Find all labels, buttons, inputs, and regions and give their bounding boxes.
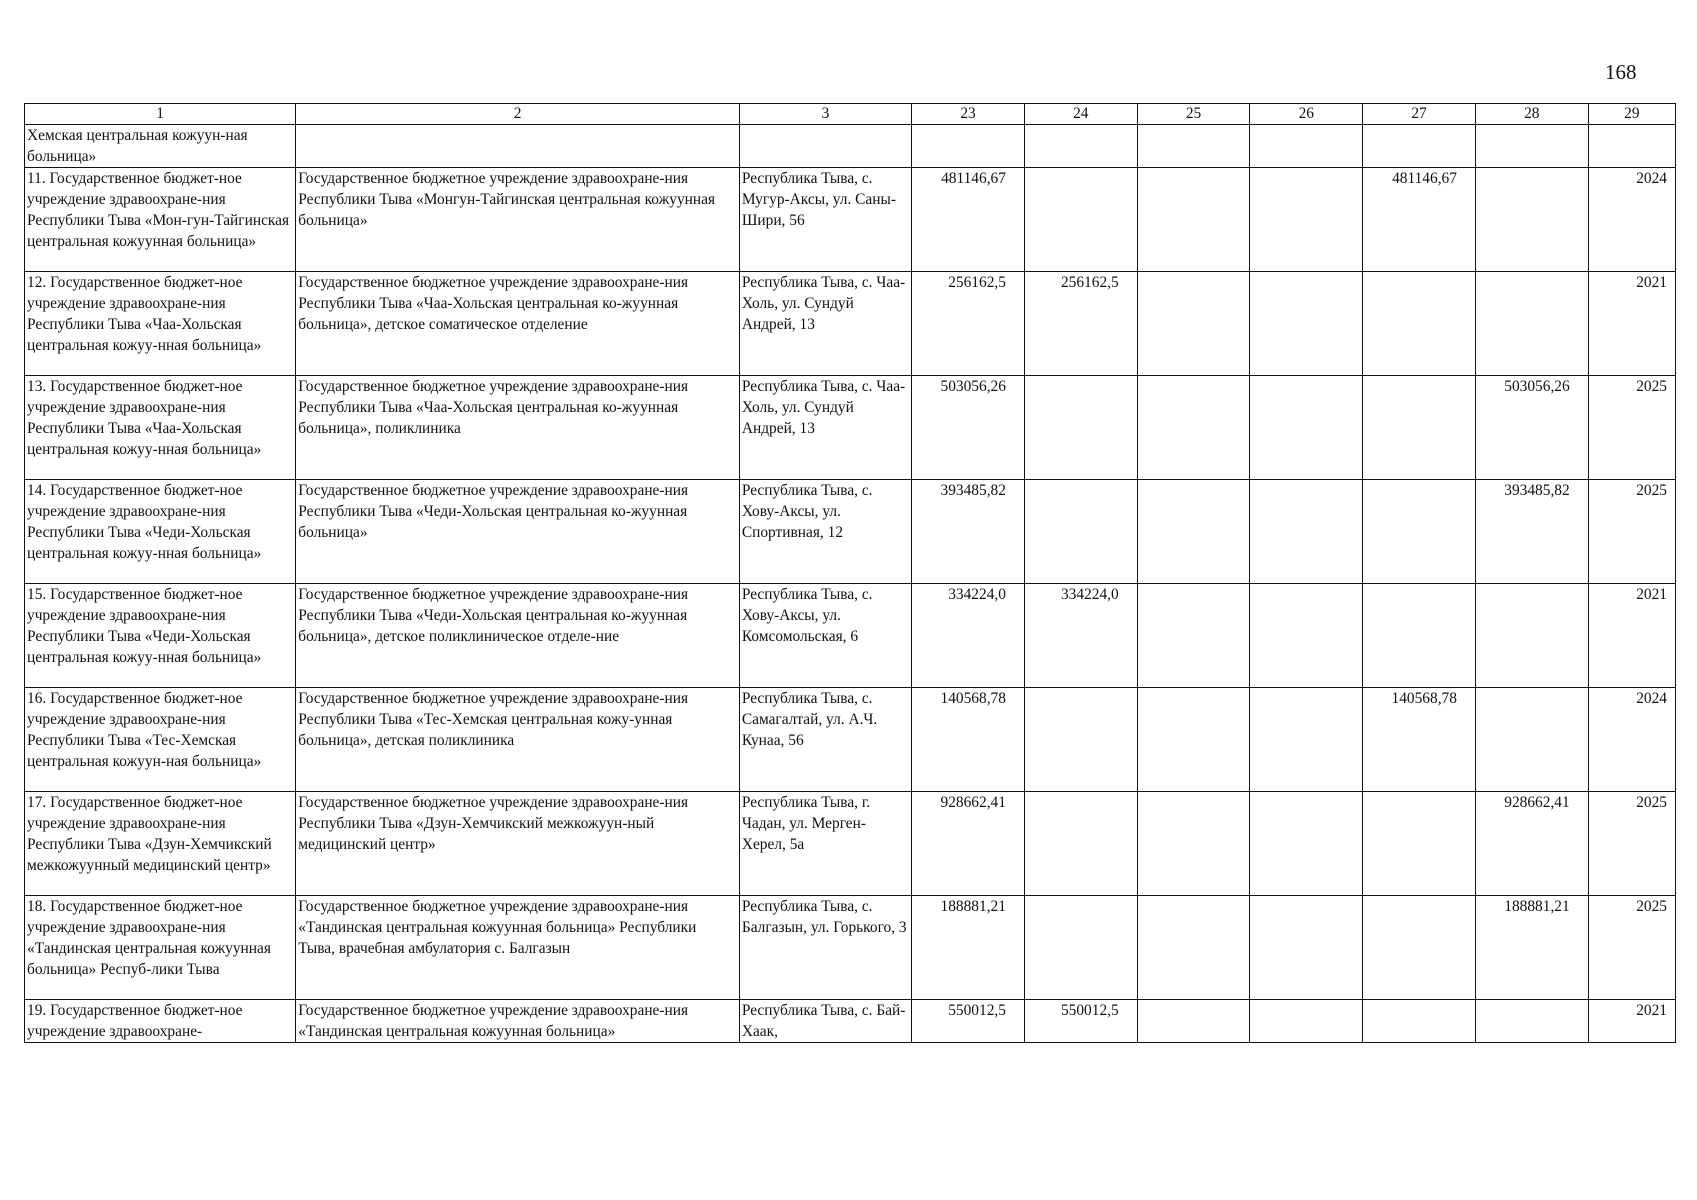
cell-amount-col-28 — [1475, 584, 1588, 688]
cell-amount-col-24 — [1024, 896, 1137, 1000]
col-header-1: 1 — [25, 104, 296, 125]
cell-facility: Государственное бюджетное учреждение здравоохране-ния Республики Тыва «Чаа-Хольская центральная ко-жуунная больница», поликлиника — [296, 376, 740, 480]
cell-year: 2021 — [1588, 272, 1675, 376]
cell-amount-col-25 — [1137, 1000, 1250, 1043]
table-row — [25, 688, 1676, 792]
cell-year: 2021 — [1588, 1000, 1675, 1043]
cell-facility — [296, 125, 740, 168]
cell-facility: Государственное бюджетное учреждение здравоохране-ния Республики Тыва «Чеди-Хольская центральная ко-жуунная больница» — [296, 480, 740, 584]
cell-amount-col-26 — [1250, 480, 1363, 584]
cell-amount-col-26 — [1250, 792, 1363, 896]
cell-amount-col-25 — [1137, 896, 1250, 1000]
cell-organization: 16. Государственное бюджет-ное учреждение здравоохране-ния Республики Тыва «Тес-Хемская центральная кожуун-ная больница» — [25, 688, 296, 792]
cell-organization: 12. Государственное бюджет-ное учреждение здравоохране-ния Республики Тыва «Чаа-Хольская центральная кожуу-нная больница» — [25, 272, 296, 376]
cell-amount-col-25 — [1137, 272, 1250, 376]
cell-facility: Государственное бюджетное учреждение здравоохране-ния Республики Тыва «Чеди-Хольская центральная ко-жуунная больница», детское поликлиническое отделе-ние — [296, 584, 740, 688]
cell-amount-col-24: 256162,5 — [1024, 272, 1137, 376]
cell-amount-col-24 — [1024, 125, 1137, 168]
cell-amount-col-25 — [1137, 480, 1250, 584]
cell-year — [1588, 125, 1675, 168]
cell-amount-col-25 — [1137, 376, 1250, 480]
table-row — [25, 376, 1676, 480]
col-header-26: 26 — [1250, 104, 1363, 125]
cell-amount-col-23: 393485,82 — [912, 480, 1025, 584]
cell-amount-col-28 — [1475, 168, 1588, 272]
col-header-3: 3 — [739, 104, 911, 125]
col-header-23: 23 — [912, 104, 1025, 125]
cell-amount-col-23 — [912, 125, 1025, 168]
cell-amount-col-26 — [1250, 272, 1363, 376]
cell-amount-col-26 — [1250, 1000, 1363, 1043]
cell-amount-col-26 — [1250, 688, 1363, 792]
cell-amount-col-25 — [1137, 688, 1250, 792]
cell-amount-col-27 — [1363, 584, 1476, 688]
cell-amount-col-26 — [1250, 125, 1363, 168]
cell-amount-col-27 — [1363, 1000, 1476, 1043]
cell-facility: Государственное бюджетное учреждение здравоохране-ния Республики Тыва «Монгун-Тайгинская центральная кожуунная больница» — [296, 168, 740, 272]
cell-amount-col-23: 140568,78 — [912, 688, 1025, 792]
cell-amount-col-27: 140568,78 — [1363, 688, 1476, 792]
cell-organization: Хемская центральная кожуун-ная больница» — [25, 125, 296, 168]
cell-address: Республика Тыва, с. Хову-Аксы, ул. Комсомольская, 6 — [739, 584, 911, 688]
cell-amount-col-25 — [1137, 584, 1250, 688]
cell-amount-col-26 — [1250, 376, 1363, 480]
cell-amount-col-23: 481146,67 — [912, 168, 1025, 272]
page-number: 168 — [1605, 60, 1637, 84]
cell-amount-col-24 — [1024, 480, 1137, 584]
cell-year: 2025 — [1588, 792, 1675, 896]
cell-amount-col-26 — [1250, 584, 1363, 688]
cell-year: 2025 — [1588, 896, 1675, 1000]
cell-amount-col-27 — [1363, 896, 1476, 1000]
cell-organization: 15. Государственное бюджет-ное учреждение здравоохране-ния Республики Тыва «Чеди-Хольская центральная кожуу-нная больница» — [25, 584, 296, 688]
col-header-29: 29 — [1588, 104, 1675, 125]
table-row — [25, 272, 1676, 376]
cell-amount-col-28: 503056,26 — [1475, 376, 1588, 480]
cell-amount-col-23: 334224,0 — [912, 584, 1025, 688]
cell-amount-col-26 — [1250, 896, 1363, 1000]
cell-facility: Государственное бюджетное учреждение здравоохране-ния Республики Тыва «Чаа-Хольская центральная ко-жуунная больница», детское соматическое отделение — [296, 272, 740, 376]
cell-amount-col-28: 928662,41 — [1475, 792, 1588, 896]
cell-facility: Государственное бюджетное учреждение здравоохране-ния «Тандинская центральная кожуунная больница» — [296, 1000, 740, 1043]
cell-amount-col-28: 393485,82 — [1475, 480, 1588, 584]
cell-amount-col-23: 503056,26 — [912, 376, 1025, 480]
cell-year: 2025 — [1588, 376, 1675, 480]
cell-amount-col-27 — [1363, 376, 1476, 480]
cell-year: 2021 — [1588, 584, 1675, 688]
cell-address: Республика Тыва, с. Мугур-Аксы, ул. Саны-Шири, 56 — [739, 168, 911, 272]
cell-address: Республика Тыва, с. Чаа-Холь, ул. Сундуй Андрей, 13 — [739, 272, 911, 376]
table-row — [25, 168, 1676, 272]
cell-amount-col-25 — [1137, 125, 1250, 168]
cell-amount-col-24 — [1024, 792, 1137, 896]
table-row — [25, 125, 1676, 168]
cell-organization: 11. Государственное бюджет-ное учреждение здравоохране-ния Республики Тыва «Мон-гун-Тайгинская центральная кожуунная больница» — [25, 168, 296, 272]
cell-amount-col-24 — [1024, 688, 1137, 792]
cell-year: 2025 — [1588, 480, 1675, 584]
cell-organization: 13. Государственное бюджет-ное учреждение здравоохране-ния Республики Тыва «Чаа-Хольская центральная кожуу-нная больница» — [25, 376, 296, 480]
col-header-27: 27 — [1363, 104, 1476, 125]
cell-address: Республика Тыва, г. Чадан, ул. Мерген-Херел, 5а — [739, 792, 911, 896]
table-header-row — [25, 104, 1676, 125]
cell-amount-col-24 — [1024, 168, 1137, 272]
cell-address — [739, 125, 911, 168]
table-row — [25, 896, 1676, 1000]
cell-amount-col-28 — [1475, 1000, 1588, 1043]
cell-amount-col-25 — [1137, 168, 1250, 272]
table-row — [25, 584, 1676, 688]
cell-amount-col-23: 928662,41 — [912, 792, 1025, 896]
cell-year: 2024 — [1588, 688, 1675, 792]
cell-organization: 14. Государственное бюджет-ное учреждение здравоохране-ния Республики Тыва «Чеди-Хольская центральная кожуу-нная больница» — [25, 480, 296, 584]
cell-organization: 19. Государственное бюджет-ное учреждение здравоохране- — [25, 1000, 296, 1043]
cell-amount-col-23: 188881,21 — [912, 896, 1025, 1000]
col-header-2: 2 — [296, 104, 740, 125]
cell-amount-col-27 — [1363, 125, 1476, 168]
cell-year: 2024 — [1588, 168, 1675, 272]
table-row — [25, 480, 1676, 584]
cell-address: Республика Тыва, с. Хову-Аксы, ул. Спортивная, 12 — [739, 480, 911, 584]
cell-amount-col-23: 550012,5 — [912, 1000, 1025, 1043]
cell-facility: Государственное бюджетное учреждение здравоохране-ния Республики Тыва «Тес-Хемская центральная кожу-унная больница», детская поликлиника — [296, 688, 740, 792]
cell-amount-col-28 — [1475, 272, 1588, 376]
cell-amount-col-28: 188881,21 — [1475, 896, 1588, 1000]
col-header-24: 24 — [1024, 104, 1137, 125]
cell-facility: Государственное бюджетное учреждение здравоохране-ния «Тандинская центральная кожуунная больница» Республики Тыва, врачебная амбулатория с. Балгазын — [296, 896, 740, 1000]
facilities-table — [24, 103, 1676, 1043]
table-row — [25, 1000, 1676, 1043]
cell-amount-col-28 — [1475, 125, 1588, 168]
cell-amount-col-28 — [1475, 688, 1588, 792]
cell-facility: Государственное бюджетное учреждение здравоохране-ния Республики Тыва «Дзун-Хемчикский межкожуун-ный медицинский центр» — [296, 792, 740, 896]
cell-amount-col-24: 550012,5 — [1024, 1000, 1137, 1043]
cell-amount-col-24: 334224,0 — [1024, 584, 1137, 688]
cell-amount-col-27 — [1363, 792, 1476, 896]
cell-amount-col-23: 256162,5 — [912, 272, 1025, 376]
cell-amount-col-27 — [1363, 480, 1476, 584]
table-row — [25, 792, 1676, 896]
cell-amount-col-24 — [1024, 376, 1137, 480]
cell-amount-col-27: 481146,67 — [1363, 168, 1476, 272]
cell-organization: 17. Государственное бюджет-ное учреждение здравоохране-ния Республики Тыва «Дзун-Хемчикский межкожуунный медицинский центр» — [25, 792, 296, 896]
cell-address: Республика Тыва, с. Балгазын, ул. Горького, 3 — [739, 896, 911, 1000]
cell-address: Республика Тыва, с. Бай-Хаак, — [739, 1000, 911, 1043]
col-header-25: 25 — [1137, 104, 1250, 125]
cell-amount-col-27 — [1363, 272, 1476, 376]
cell-amount-col-26 — [1250, 168, 1363, 272]
cell-address: Республика Тыва, с. Самагалтай, ул. А.Ч. Кунаа, 56 — [739, 688, 911, 792]
cell-organization: 18. Государственное бюджет-ное учреждение здравоохране-ния «Тандинская центральная кожуунная больница» Респуб-лики Тыва — [25, 896, 296, 1000]
cell-amount-col-25 — [1137, 792, 1250, 896]
col-header-28: 28 — [1475, 104, 1588, 125]
cell-address: Республика Тыва, с. Чаа-Холь, ул. Сундуй Андрей, 13 — [739, 376, 911, 480]
